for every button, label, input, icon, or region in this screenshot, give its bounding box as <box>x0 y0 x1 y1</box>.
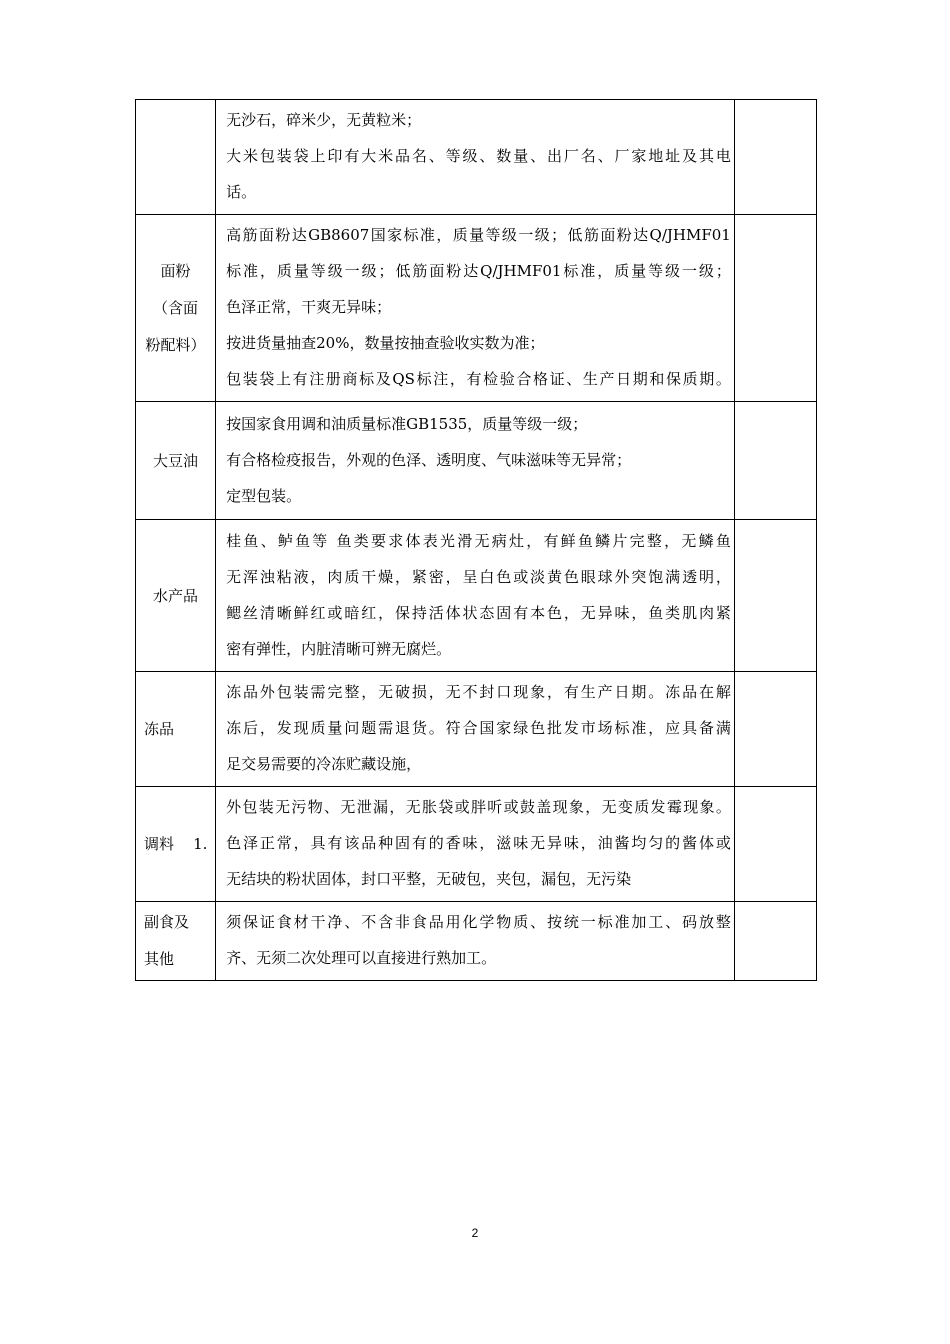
requirement-line: 外包装无污物、无泄漏，无胀袋或胖听或鼓盖现象，无变质发霉现象。 <box>226 798 731 816</box>
requirement-line: 无结块的粉状固体，封口平整，无破包，夹包，漏包，无污染 <box>226 870 632 888</box>
note-cell <box>734 100 816 215</box>
requirement-cell <box>216 100 735 215</box>
requirement-line: 按进货量抽查20%，数量按抽查验收实数为准； <box>226 334 545 352</box>
category-cell <box>136 100 216 215</box>
note-cell <box>734 215 816 402</box>
requirement-cell <box>216 215 735 402</box>
requirement-line: 标准，质量等级一级；低筋面粉达Q/JHMF01标准，质量等级一级； <box>226 262 731 280</box>
requirement-line: 密有弹性，内脏清晰可辨无腐烂。 <box>226 639 452 658</box>
table-row <box>136 215 817 402</box>
page-number: 2 <box>471 1226 479 1240</box>
category-label: 粉配料） <box>145 335 206 354</box>
table-row <box>136 100 817 215</box>
requirement-line: 色泽正常，具有该品种固有的香味，滋味无异味，油酱均匀的酱体或 <box>226 834 731 852</box>
category-label: （含面 <box>153 298 199 317</box>
category-label: 冻品 <box>144 720 175 738</box>
requirement-line: 包装袋上有注册商标及QS标注，有检验合格证、生产日期和保质期。 <box>226 370 731 388</box>
requirement-line: 色泽正常，干爽无异味； <box>226 298 392 316</box>
category-cell <box>136 402 216 520</box>
requirement-line: 按国家食用调和油质量标准GB1535，质量等级一级； <box>226 414 588 433</box>
requirements-table <box>135 99 817 981</box>
note-cell <box>734 402 816 520</box>
table-row <box>136 902 817 981</box>
requirement-line: 无浑浊粘液，肉质干燥，紧密，呈白色或淡黄色眼球外突饱满透明， <box>226 567 731 586</box>
requirement-line: 鳃丝清晰鲜红或暗红，保持活体状态固有本色，无异味，鱼类肌肉紧 <box>226 603 731 622</box>
requirement-line: 须保证食材干净、不含非食品用化学物质、按统一标准加工、码放整 <box>226 913 731 931</box>
category-cell <box>136 520 216 672</box>
requirement-line: 话。 <box>226 183 257 201</box>
requirement-cell <box>216 520 735 672</box>
requirement-line: 冻后，发现质量问题需退货。符合国家绿色批发市场标准，应具备满 <box>226 719 731 737</box>
requirement-line: 高筋面粉达GB8607国家标准，质量等级一级；低筋面粉达Q/JHMF01 <box>226 226 731 244</box>
requirement-line: 足交易需要的冷冻贮藏设施， <box>226 755 422 773</box>
category-label: 水产品 <box>153 586 199 605</box>
requirement-line: 无沙石，碎米少，无黄粒米； <box>226 111 422 129</box>
table-row <box>136 672 817 787</box>
requirement-cell <box>216 787 735 902</box>
note-cell <box>734 902 816 981</box>
category-cell <box>136 672 216 787</box>
category-label: 大豆油 <box>153 451 199 470</box>
requirement-line: 冻品外包装需完整，无破损，无不封口现象，有生产日期。冻品在解 <box>226 683 731 701</box>
category-label: 面粉 <box>160 261 191 280</box>
requirement-line: 有合格检疫报告，外观的色泽、透明度、气味滋味等无异常； <box>226 450 632 469</box>
requirement-cell <box>216 402 735 520</box>
category-cell <box>136 787 216 902</box>
requirement-line: 大米包装袋上印有大米品名、等级、数量、出厂名、厂家地址及其电 <box>226 147 731 165</box>
note-cell <box>734 672 816 787</box>
requirement-line: 齐、无须二次处理可以直接进行熟加工。 <box>226 949 497 967</box>
requirement-cell <box>216 902 735 981</box>
requirement-line: 定型包装。 <box>226 486 302 505</box>
category-label: 副食及 <box>144 913 190 931</box>
table-row <box>136 520 817 672</box>
category-cell <box>136 902 216 981</box>
note-cell <box>734 520 816 672</box>
requirement-cell <box>216 672 735 787</box>
table-row <box>136 787 817 902</box>
category-label: 调料 1. <box>144 835 208 853</box>
category-label: 其他 <box>144 950 175 968</box>
table-row <box>136 402 817 520</box>
requirement-line: 桂鱼、鲈鱼等 鱼类要求体表光滑无病灶，有鲜鱼鳞片完整，无鳞鱼 <box>226 531 731 550</box>
note-cell <box>734 787 816 902</box>
category-cell <box>136 215 216 402</box>
